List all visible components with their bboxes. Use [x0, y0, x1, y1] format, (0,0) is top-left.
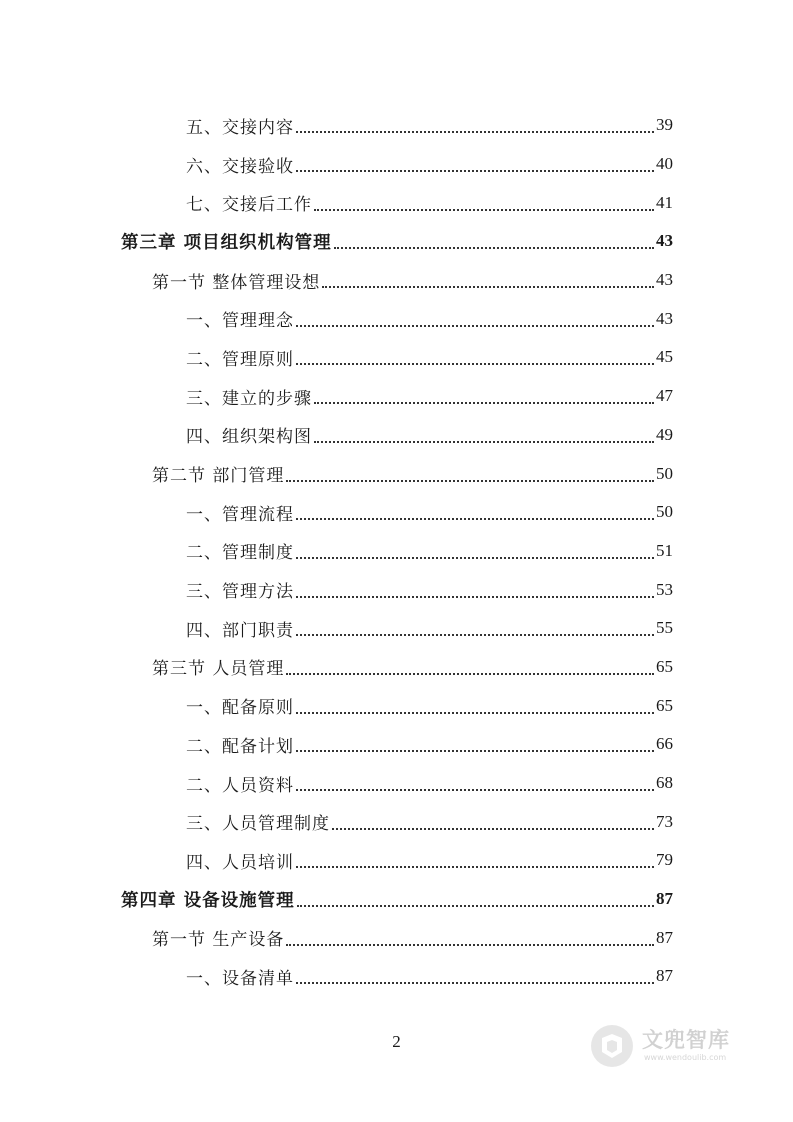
toc-entry-label: 第三章 项目组织机构管理 — [121, 232, 332, 253]
toc-entry-item[interactable] — [0, 609, 793, 648]
toc-entry-label: 一、配备原则 — [186, 698, 294, 719]
watermark — [588, 1020, 758, 1076]
toc-entry-section[interactable] — [0, 918, 793, 957]
toc-entry-label: 一、管理理念 — [186, 311, 294, 332]
toc-entry-item[interactable] — [0, 725, 793, 764]
dot-leader — [314, 209, 654, 211]
toc-entry-page: 68 — [656, 773, 673, 793]
page-number: 2 — [392, 1032, 401, 1051]
toc-entry-label: 三、建立的步骤 — [186, 388, 312, 409]
toc-entry-item[interactable] — [0, 338, 793, 377]
toc-entry-label: 第三节 人员管理 — [152, 659, 285, 680]
toc-entry-label: 四、组织架构图 — [186, 427, 312, 448]
toc-entry-page: 79 — [656, 850, 673, 870]
toc-entry-page: 39 — [656, 115, 673, 135]
dot-leader — [296, 131, 654, 133]
wendou-logo-icon — [588, 1022, 636, 1070]
dot-leader — [297, 905, 654, 907]
toc-entry-page: 87 — [656, 966, 673, 986]
toc-entry-item[interactable] — [0, 299, 793, 338]
dot-leader — [286, 480, 654, 482]
toc-entry-item[interactable] — [0, 377, 793, 416]
toc-entry-page: 40 — [656, 154, 673, 174]
dot-leader — [332, 828, 654, 830]
toc-entry-label: 五、交接内容 — [186, 117, 294, 138]
toc-entry-label: 二、管理原则 — [186, 349, 294, 370]
watermark-url: www.wendoulib.com — [644, 1053, 727, 1062]
toc-entry-item[interactable] — [0, 802, 793, 841]
toc-entry-page: 43 — [656, 231, 673, 251]
toc-entry-label: 二、人员资料 — [186, 775, 294, 796]
toc-entry-page: 73 — [656, 811, 673, 831]
toc-entry-label: 六、交接验收 — [186, 156, 294, 177]
watermark-title: 文兜智库 — [642, 1028, 730, 1052]
toc-entry-item[interactable] — [0, 764, 793, 803]
toc-entry-item[interactable] — [0, 145, 793, 184]
toc-entry-item[interactable] — [0, 957, 793, 996]
dot-leader — [286, 673, 654, 675]
toc-entry-label: 三、管理方法 — [186, 582, 294, 603]
toc-entry-page: 43 — [656, 270, 673, 290]
toc-entry-item[interactable] — [0, 416, 793, 455]
toc-entry-section[interactable] — [0, 454, 793, 493]
toc-entry-page: 53 — [656, 579, 673, 599]
dot-leader — [296, 789, 654, 791]
toc-entry-page: 51 — [656, 540, 673, 560]
toc-entry-page: 41 — [656, 192, 673, 212]
toc-entry-page: 43 — [656, 308, 673, 328]
toc-entry-item[interactable] — [0, 570, 793, 609]
toc-entry-label: 一、管理流程 — [186, 504, 294, 525]
dot-leader — [296, 634, 654, 636]
dot-leader — [286, 944, 654, 946]
toc-entry-page: 50 — [656, 502, 673, 522]
dot-leader — [296, 982, 654, 984]
dot-leader — [296, 363, 654, 365]
dot-leader — [296, 712, 654, 714]
dot-leader — [314, 441, 654, 443]
toc-entry-item[interactable] — [0, 841, 793, 880]
dot-leader — [296, 750, 654, 752]
toc-entry-page: 55 — [656, 618, 673, 638]
dot-leader — [296, 866, 654, 868]
toc-entry-label: 第二节 部门管理 — [152, 466, 285, 487]
dot-leader — [334, 247, 654, 249]
toc-entry-label: 第四章 设备设施管理 — [121, 890, 295, 911]
dot-leader — [296, 325, 654, 327]
dot-leader — [314, 402, 654, 404]
toc-entry-label: 一、设备清单 — [186, 968, 294, 989]
toc-entry-chapter[interactable] — [0, 222, 793, 261]
toc-entry-page: 47 — [656, 386, 673, 406]
toc-entry-label: 三、人员管理制度 — [186, 814, 330, 835]
dot-leader — [296, 170, 654, 172]
toc-entry-page: 66 — [656, 734, 673, 754]
toc-entry-label: 七、交接后工作 — [186, 195, 312, 216]
toc-entry-label: 二、管理制度 — [186, 543, 294, 564]
toc-entry-page: 50 — [656, 463, 673, 483]
toc-entry-item[interactable] — [0, 183, 793, 222]
toc-entry-label: 四、人员培训 — [186, 852, 294, 873]
dot-leader — [296, 557, 654, 559]
toc-entry-label: 第一节 整体管理设想 — [152, 272, 321, 293]
toc-entry-item[interactable] — [0, 532, 793, 571]
toc-entry-label: 四、部门职责 — [186, 620, 294, 641]
dot-leader — [296, 596, 654, 598]
table-of-contents — [0, 106, 793, 996]
toc-entry-page: 65 — [656, 656, 673, 676]
toc-entry-page: 65 — [656, 695, 673, 715]
toc-entry-page: 49 — [656, 424, 673, 444]
dot-leader — [322, 286, 654, 288]
toc-entry-page: 45 — [656, 347, 673, 367]
toc-entry-item[interactable] — [0, 686, 793, 725]
toc-entry-section[interactable] — [0, 648, 793, 687]
dot-leader — [296, 518, 654, 520]
toc-entry-label: 第一节 生产设备 — [152, 930, 285, 951]
toc-entry-page: 87 — [656, 927, 673, 947]
toc-entry-label: 二、配备计划 — [186, 736, 294, 757]
toc-entry-item[interactable] — [0, 493, 793, 532]
toc-entry-chapter[interactable] — [0, 880, 793, 919]
toc-entry-page: 87 — [656, 889, 673, 909]
toc-entry-section[interactable] — [0, 261, 793, 300]
toc-entry-item[interactable] — [0, 106, 793, 145]
